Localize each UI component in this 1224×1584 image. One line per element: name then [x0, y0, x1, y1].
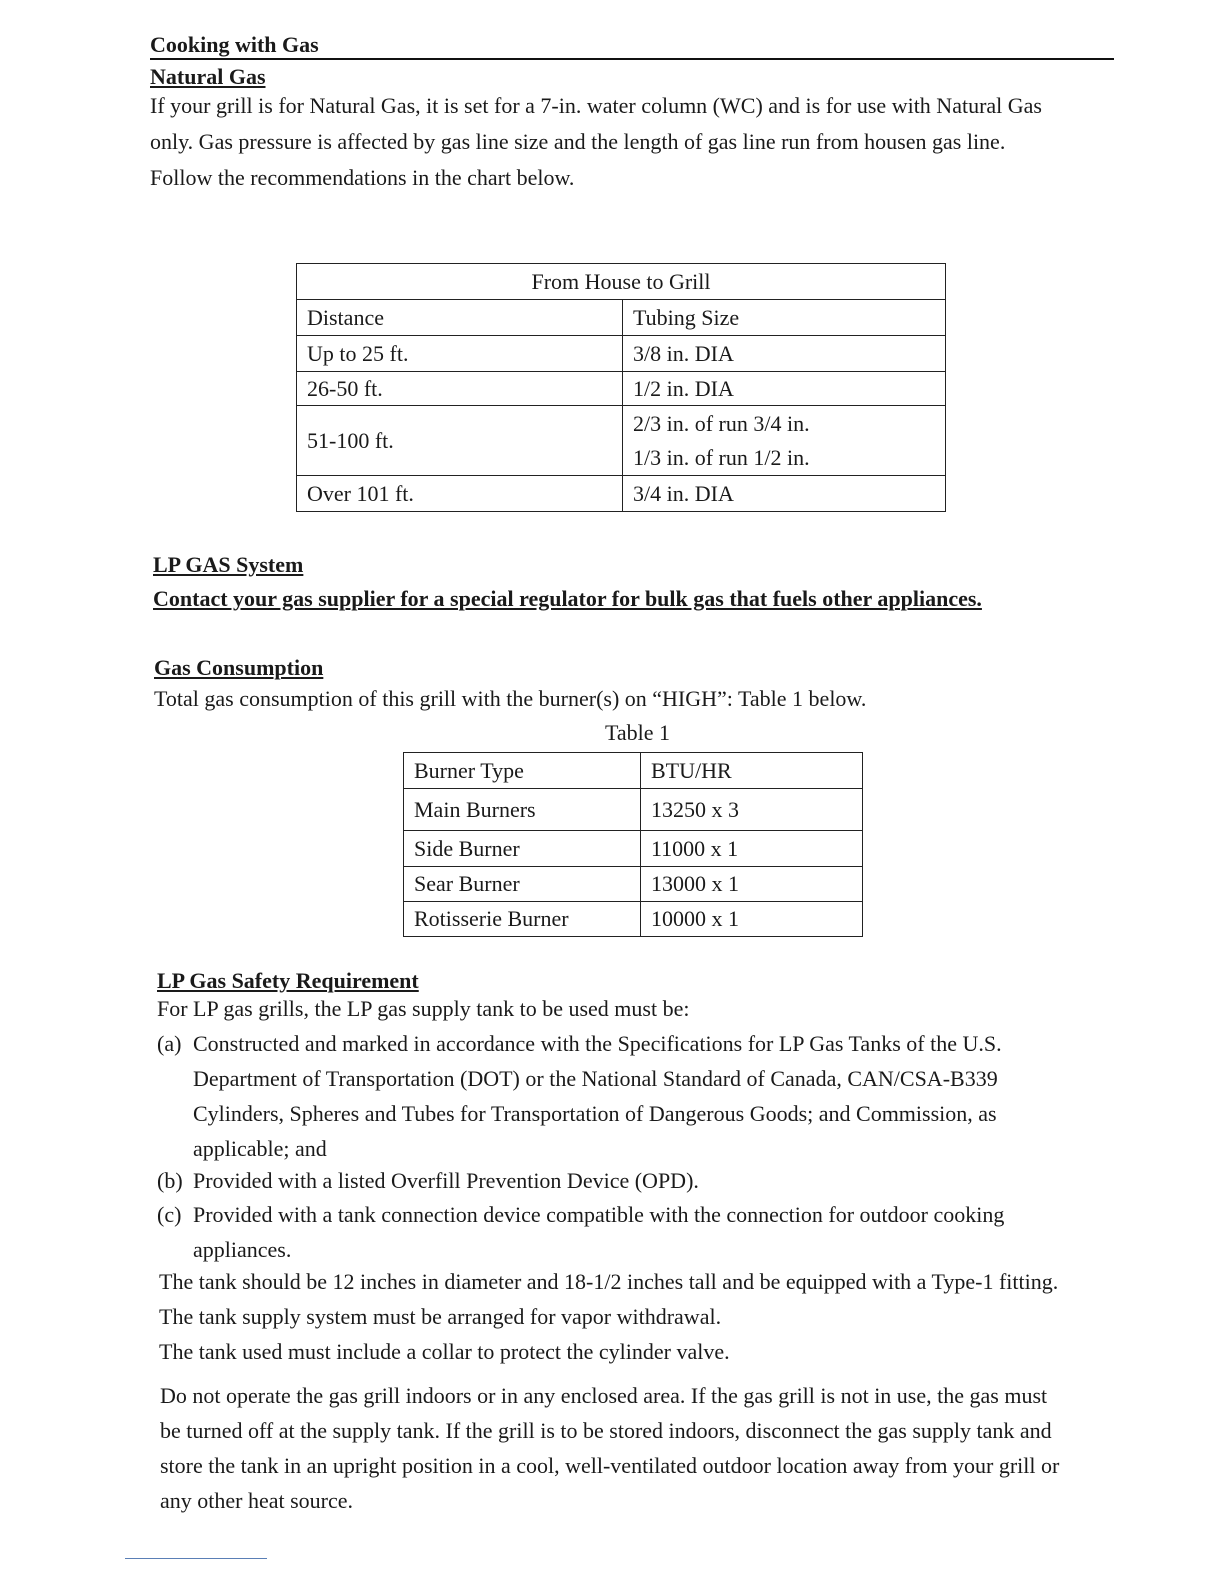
lp-safety-intro: For LP gas grills, the LP gas supply tank to be used must be:: [157, 996, 690, 1021]
column-header-distance: Distance: [297, 300, 623, 336]
table-header-row: [404, 753, 863, 789]
distance-cell: Up to 25 ft.: [297, 336, 623, 372]
btu-cell: 11000 x 1: [641, 831, 863, 867]
tubing-size-cell: 3/8 in. DIA: [623, 336, 946, 372]
burner-consumption-table: [403, 752, 863, 937]
burner-type-cell: Side Burner: [404, 831, 641, 867]
indoor-warning-line: Do not operate the gas grill indoors or in any enclosed area. If the gas grill is not in use, the gas must: [160, 1383, 1048, 1408]
table-header-row: [297, 300, 946, 336]
table-row: [404, 789, 863, 831]
table-row: [404, 831, 863, 867]
tubing-size-line: 2/3 in. of run 3/4 in.: [633, 410, 810, 436]
list-item: [157, 1197, 1097, 1267]
gas-consumption-heading: Gas Consumption: [154, 655, 324, 680]
burner-type-cell: Rotisserie Burner: [404, 902, 641, 937]
list-item-line: Department of Transportation (DOT) or the National Standard of Canada, CAN/CSA-B339: [193, 1066, 998, 1091]
list-item-line: Provided with a listed Overfill Prevention Device (OPD).: [193, 1168, 699, 1193]
natural-gas-line: If your grill is for Natural Gas, it is set for a 7-in. water column (WC) and is for use with Natural Gas: [150, 93, 1042, 118]
list-item-label: (a): [157, 1031, 182, 1056]
house-to-grill-table: [296, 263, 946, 512]
lp-safety-heading: LP Gas Safety Requirement: [157, 968, 419, 993]
list-item-line: Provided with a tank connection device compatible with the connection for outdoor cooking: [193, 1202, 1005, 1227]
table-row: [297, 372, 946, 406]
tubing-size-cell: [623, 406, 946, 476]
table-caption: From House to Grill: [297, 264, 946, 300]
natural-gas-paragraph: [150, 88, 1150, 196]
list-item: [157, 1026, 1097, 1166]
table-row: [404, 867, 863, 902]
list-item-line: appliances.: [193, 1237, 292, 1262]
btu-cell: 10000 x 1: [641, 902, 863, 937]
indoor-warning-paragraph: [160, 1378, 1160, 1518]
indoor-warning-line: be turned off at the supply tank. If the grill is to be stored indoors, disconnect the gas supply tank and: [160, 1418, 1052, 1443]
natural-gas-heading: Natural Gas: [150, 64, 266, 89]
table-row: [297, 336, 946, 372]
lp-gas-system-heading: LP GAS System: [153, 552, 304, 577]
burner-type-cell: Main Burners: [404, 789, 641, 831]
gas-consumption-text: Total gas consumption of this grill with the burner(s) on “HIGH”: Table 1 below.: [154, 686, 867, 711]
natural-gas-line: only. Gas pressure is affected by gas line size and the length of gas line run from housen gas line.: [150, 129, 1006, 154]
column-header-btu-hr: BTU/HR: [641, 753, 863, 789]
list-item-label: (c): [157, 1202, 182, 1227]
lp-gas-system-notice: Contact your gas supplier for a special regulator for bulk gas that fuels other appliances.: [153, 586, 982, 611]
tank-requirement-line: The tank should be 12 inches in diameter and 18-1/2 inches tall and be equipped with a Type-1 fitting.: [159, 1269, 1059, 1294]
tank-requirements: [159, 1264, 1159, 1369]
burner-type-cell: Sear Burner: [404, 867, 641, 902]
btu-cell: 13000 x 1: [641, 867, 863, 902]
list-item-line: Cylinders, Spheres and Tubes for Transportation of Dangerous Goods; and Commission, as: [193, 1101, 997, 1126]
distance-cell: 51-100 ft.: [297, 406, 623, 476]
btu-cell: 13250 x 3: [641, 789, 863, 831]
table-1-label: Table 1: [605, 720, 671, 745]
list-item: [157, 1163, 1097, 1198]
natural-gas-line: Follow the recommendations in the chart below.: [150, 165, 575, 190]
tank-requirement-line: The tank used must include a collar to protect the cylinder valve.: [159, 1339, 730, 1364]
distance-cell: 26-50 ft.: [297, 372, 623, 406]
distance-cell: Over 101 ft.: [297, 476, 623, 512]
indoor-warning-line: store the tank in an upright position in a cool, well-ventilated outdoor location away from your grill or: [160, 1453, 1060, 1478]
page-title: Cooking with Gas: [150, 32, 1114, 60]
table-row: [404, 902, 863, 937]
table-row: [297, 406, 946, 476]
list-item-line: applicable; and: [193, 1136, 327, 1161]
tubing-size-cell: 1/2 in. DIA: [623, 372, 946, 406]
footer-divider: [125, 1558, 267, 1559]
list-item-label: (b): [157, 1168, 183, 1193]
tubing-size-cell: 3/4 in. DIA: [623, 476, 946, 512]
tank-requirement-line: The tank supply system must be arranged for vapor withdrawal.: [159, 1304, 722, 1329]
indoor-warning-line: any other heat source.: [160, 1488, 354, 1513]
table-row: [297, 476, 946, 512]
column-header-burner-type: Burner Type: [404, 753, 641, 789]
column-header-tubing-size: Tubing Size: [623, 300, 946, 336]
tubing-size-line: 1/3 in. of run 1/2 in.: [633, 444, 810, 470]
list-item-line: Constructed and marked in accordance with the Specifications for LP Gas Tanks of the U.S.: [193, 1031, 1002, 1056]
